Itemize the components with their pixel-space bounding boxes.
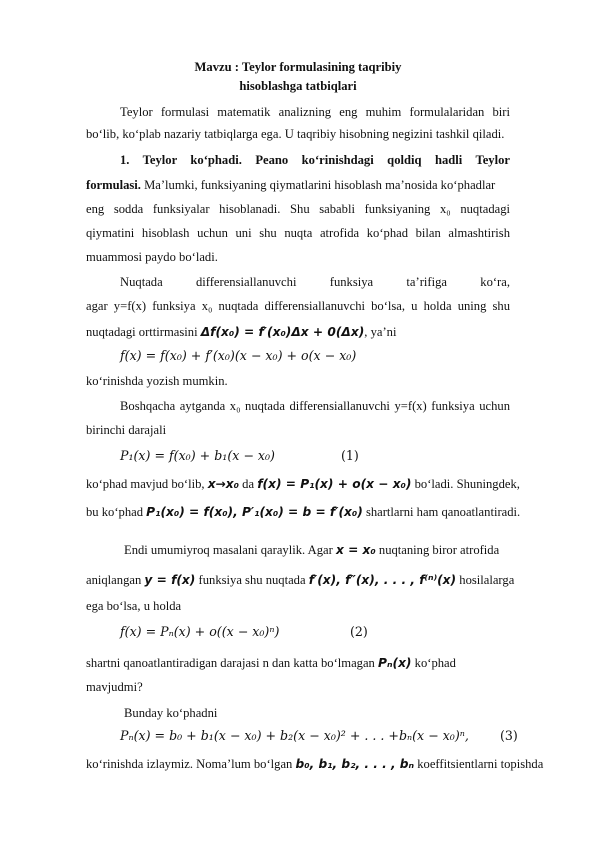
paragraph-8-text-a: Endi umumiyroq masalani qaraylik. Agar — [124, 543, 333, 557]
section-1-line-1-text: Ma’lumki, funksiyaning qiymatlarini hisoblash ma’nosida ko‘phadlar — [140, 178, 496, 192]
paragraph-6-text-c: bo‘ladi. Shuningdek, — [414, 477, 520, 491]
paragraph-9-text-c: hosilalarga — [459, 573, 515, 587]
paragraph-12-line-1: mavjudmi? — [86, 680, 143, 694]
paragraph-7-line-1 — [86, 504, 521, 520]
formula-polynomial: Pₙ(x) = b₀ + b₁(x − x₀) + b₂(x − x₀)² + . . . +bₙ(x − x₀)ⁿ, — [120, 728, 469, 743]
paragraph-7-text-a: bu ko‘phad — [86, 505, 144, 519]
section-1-line-4: muammosi paydo bo‘ladi. — [86, 250, 218, 264]
paragraph-14-text-b: koeffitsientlarni topishda — [417, 757, 544, 771]
title-line-2: hisoblashga tatbiqlari — [239, 79, 357, 93]
paragraph-14-line-1 — [86, 756, 544, 772]
section-1-line-3: qiymatini hisoblash uchun uni shu nuqta atrofida ko‘phad bilan almashtirish — [86, 226, 510, 240]
paragraph-3-line-2: agar y=f(x) funksiya x₀ nuqtada differensiallanuvchi bo‘lsa, u holda uning shu — [86, 299, 510, 313]
paragraph-9-text-a: aniqlangan — [86, 573, 142, 587]
equation-number-2: (2) — [350, 624, 368, 639]
derivatives-formula: f′(x), f″(x), . . . , f⁽ⁿ⁾(x) — [308, 573, 457, 587]
formula-linear-approximation: f(x) = f(x₀) + f′(x₀)(x − x₀) + o(x − x₀) — [120, 348, 357, 363]
paragraph-11-text-b: ko‘phad — [414, 656, 456, 670]
paragraph-3-text-a: nuqtadagi orttirmasini — [86, 325, 198, 339]
section-1-line-1 — [86, 177, 510, 193]
paragraph-6-line-1 — [86, 476, 520, 492]
paragraph-5-line-2: birinchi darajali — [86, 423, 167, 437]
formula-p1: P₁(x) = f(x₀) + b₁(x − x₀) — [120, 448, 275, 463]
paragraph-9-text-b: funksiya shu nuqtada — [198, 573, 306, 587]
section-1-heading-end: formulasi. — [86, 178, 141, 192]
paragraph-7-text-b: shartlarni ham qanoatlantiradi. — [365, 505, 521, 519]
title-line-1: Mavzu : Teylor formulasining taqribiy — [194, 60, 402, 74]
equation-number-3: (3) — [500, 728, 518, 743]
paragraph-4-line-1: ko‘rinishda yozish mumkin. — [86, 374, 228, 388]
section-1-line-2: eng sodda funksiyalar hisoblanadi. Shu sababli funksiyaning x₀ nuqtadagi — [86, 202, 510, 216]
paragraph-13-line-1: Bunday ko‘phadni — [124, 706, 218, 720]
paragraph-5-line-1: Boshqacha aytganda x₀ nuqtada differensiallanuvchi y=f(x) funksiya uchun — [120, 399, 510, 413]
paragraph-11-text-a: shartni qanoatlantiradigan darajasi n dan katta bo‘lmagan — [86, 656, 375, 670]
equation-number-1: (1) — [341, 448, 359, 463]
asymptotic-formula: f(x) = P₁(x) + o(x − x₀) — [257, 477, 412, 491]
paragraph-11-line-1 — [86, 655, 510, 671]
paragraph-8-line-1 — [124, 542, 548, 558]
paragraph-10-line-1: ega bo‘lsa, u holda — [86, 599, 182, 613]
paragraph-3-line-1: Nuqtada differensiallanuvchi funksiya ta’rifiga ko‘ra, — [120, 275, 510, 289]
paragraph-1-line-2: bo‘lib, ko‘plab nazariy tatbiqlarga ega. U taqribiy hisobning negizini tashkil qiladi. — [86, 127, 505, 141]
paragraph-3-line-3 — [86, 324, 510, 340]
paragraph-14-text-a: ko‘rinishda izlaymiz. Noma’lum bo‘lgan — [86, 757, 293, 771]
paragraph-9-line-1 — [86, 572, 515, 588]
coefficients-formula: b₀, b₁, b₂, . . . , bₙ — [295, 757, 415, 771]
section-1-heading: 1. Teylor ko‘phadi. Peano ko‘rinishdagi qoldiq hadli Teylor — [120, 153, 510, 167]
increment-formula: Δf(x₀) = f′(x₀)Δx + 0(Δx) — [200, 325, 365, 339]
polynomial-symbol: Pₙ(x) — [378, 656, 412, 670]
point-formula: x = x₀ — [335, 543, 376, 557]
formula-taylor-peano: f(x) = Pₙ(x) + o((x − x₀)ⁿ) — [120, 624, 280, 639]
paragraph-3-text-b: , ya’ni — [364, 325, 397, 339]
function-formula: y = f(x) — [144, 573, 196, 587]
limit-formula: x→x₀ — [207, 477, 240, 491]
paragraph-6-text-a: ko‘phad mavjud bo‘lib, — [86, 477, 205, 491]
paragraph-6-text-b: da — [242, 477, 255, 491]
paragraph-8-text-b: nuqtaning biror atrofida — [378, 543, 500, 557]
conditions-formula: P₁(x₀) = f(x₀), P′₁(x₀) = b = f′(x₀) — [146, 505, 363, 519]
paragraph-1-line-1: Teylor formulasi matematik analizning eng muhim formulalaridan biri — [120, 105, 510, 119]
